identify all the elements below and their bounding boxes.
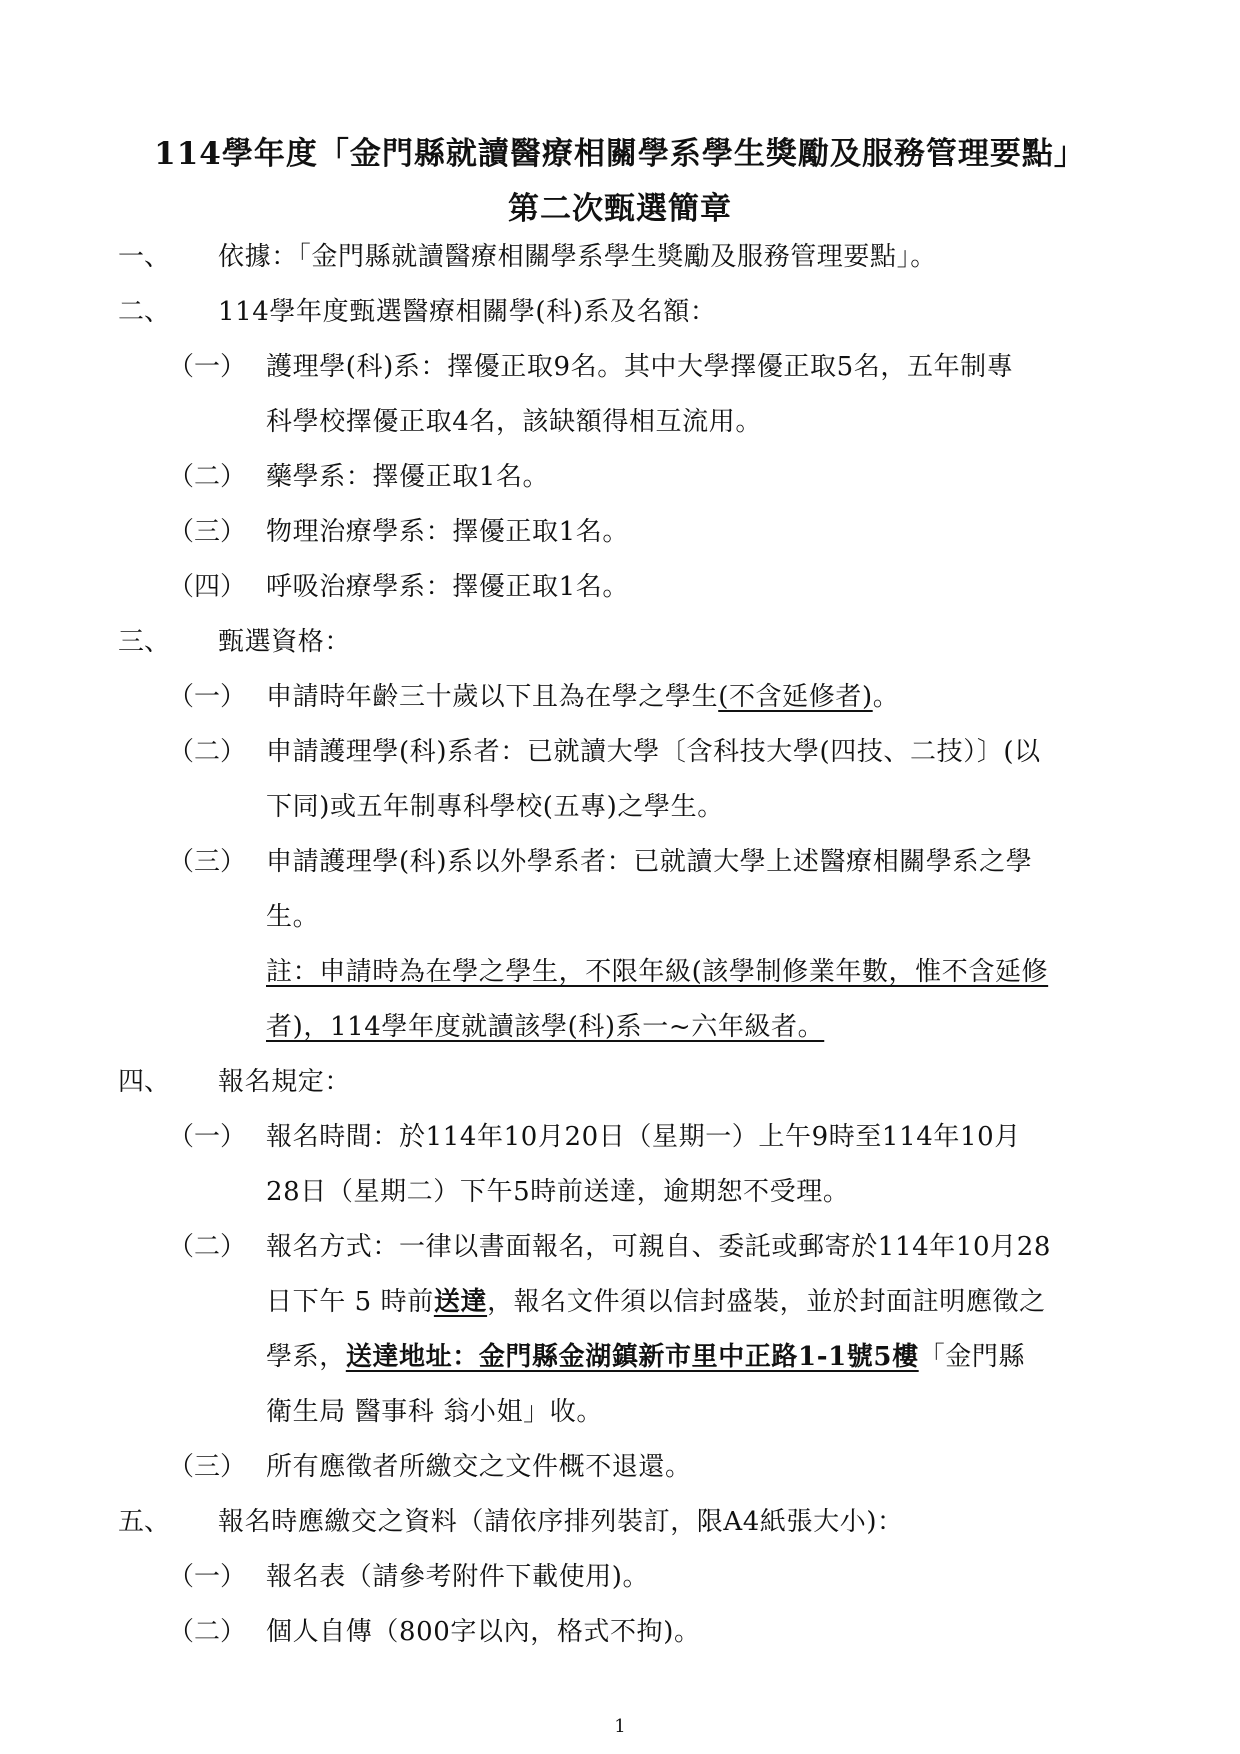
section-3-item-1-pre: 申請時年齡三十歲以下且為在學之學生 (266, 682, 719, 712)
section-4-item-2-line-3 (266, 1336, 1025, 1373)
section-4-item-2-line-3-post: 「金門縣 (918, 1342, 1026, 1372)
section-2-item-1-number: （一） (168, 352, 247, 382)
section-3-item-1-number: （一） (168, 682, 247, 712)
section-4-text: 報名規定： (218, 1067, 352, 1097)
section-5-item-1-text: 報名表（請參考附件下載使用)。 (266, 1562, 650, 1592)
section-4-item-2-line-4: 衛生局 醫事科 翁小姐」收。 (266, 1397, 603, 1427)
section-2-item-1-line-1: 護理學(科)系：擇優正取9名。其中大學擇優正取5名，五年制專 (266, 352, 1014, 382)
section-5-item-1-number: （一） (168, 1562, 247, 1592)
section-3-item-2-line-1: 申請護理學(科)系者：已就讀大學〔含科技大學(四技、二技）〕(以 (266, 737, 1041, 767)
section-2-item-4-number: （四） (168, 572, 247, 602)
section-3-item-1-text (266, 676, 899, 713)
section-2-item-2-text: 藥學系：擇優正取1名。 (266, 462, 550, 492)
section-3-note-line-1: 註：申請時為在學之學生，不限年級(該學制修業年數，惟不含延修 (266, 957, 1049, 987)
section-4-item-2-line-3-pre: 學系， (266, 1342, 346, 1372)
section-3-item-3-line-1: 申請護理學(科)系以外學系者：已就讀大學上述醫療相關學系之學 (266, 847, 1033, 877)
section-3-item-1-underlined: (不含延修者) (718, 682, 873, 712)
section-3-item-1-post: 。 (872, 682, 900, 712)
section-3-number: 三、 (118, 627, 171, 657)
section-5-item-2-text: 個人自傳（800字以內，格式不拘)。 (266, 1617, 701, 1647)
section-4-item-1-line-2: 28日（星期二）下午5時前送達，逾期恕不受理。 (266, 1177, 850, 1207)
section-2-text: 114學年度甄選醫療相關學(科)系及名額： (218, 297, 717, 327)
section-5-item-2-number: （二） (168, 1617, 247, 1647)
section-2-item-2-number: （二） (168, 462, 247, 492)
section-3-item-3-number: （三） (168, 847, 247, 877)
section-3-text: 甄選資格： (218, 627, 352, 657)
section-4-item-2-number: （二） (168, 1232, 247, 1262)
section-1-number: 一、 (118, 242, 171, 272)
section-3-item-2-number: （二） (168, 737, 247, 767)
section-4-item-1-number: （一） (168, 1122, 247, 1152)
section-2-item-1-line-2: 科學校擇優正取4名，該缺額得相互流用。 (266, 407, 762, 437)
section-5-number: 五、 (118, 1507, 171, 1537)
section-4-item-1-line-1: 報名時間：於114年10月20日（星期一）上午9時至114年10月 (266, 1122, 1021, 1152)
section-4-item-2-line-2-post: ，報名文件須以信封盛裝，並於封面註明應徵之 (487, 1287, 1046, 1317)
section-2-item-4-text: 呼吸治療學系：擇優正取1名。 (266, 572, 629, 602)
page-number: 1 (614, 1716, 626, 1737)
section-2-item-3-text: 物理治療學系：擇優正取1名。 (266, 517, 629, 547)
document-subtitle: 第二次甄選簡章 (508, 191, 732, 227)
document-title: 114學年度「金門縣就讀醫療相關學系學生獎勵及服務管理要點」 (154, 136, 1086, 172)
section-2-number: 二、 (118, 297, 171, 327)
section-4-number: 四、 (118, 1067, 171, 1097)
section-1-text: 依據：「金門縣就讀醫療相關學系學生獎勵及服務管理要點」。 (218, 242, 937, 272)
section-4-item-3-number: （三） (168, 1452, 247, 1482)
section-4-item-2-deliver-emphasis: 送達 (433, 1287, 488, 1317)
section-4-item-2-line-2-pre: 日下午 5 時前 (266, 1287, 434, 1317)
section-5-text: 報名時應繳交之資料（請依序排列裝訂，限A4紙張大小)： (218, 1507, 904, 1537)
section-2-item-3-number: （三） (168, 517, 247, 547)
section-4-item-2-line-1: 報名方式：一律以書面報名，可親自、委託或郵寄於114年10月28 (266, 1232, 1051, 1262)
section-4-item-3-text: 所有應徵者所繳交之文件概不退還。 (266, 1452, 692, 1482)
section-4-item-2-line-2 (266, 1281, 1046, 1318)
section-3-item-2-line-2: 下同)或五年制專科學校(五專)之學生。 (266, 792, 724, 822)
section-3-item-3-line-2: 生。 (266, 902, 320, 932)
section-4-item-2-address: 送達地址：金門縣金湖鎮新市里中正路1-1號5樓 (345, 1342, 919, 1372)
section-3-note-line-2: 者)，114學年度就讀該學(科)系一~六年級者。 (266, 1012, 825, 1042)
